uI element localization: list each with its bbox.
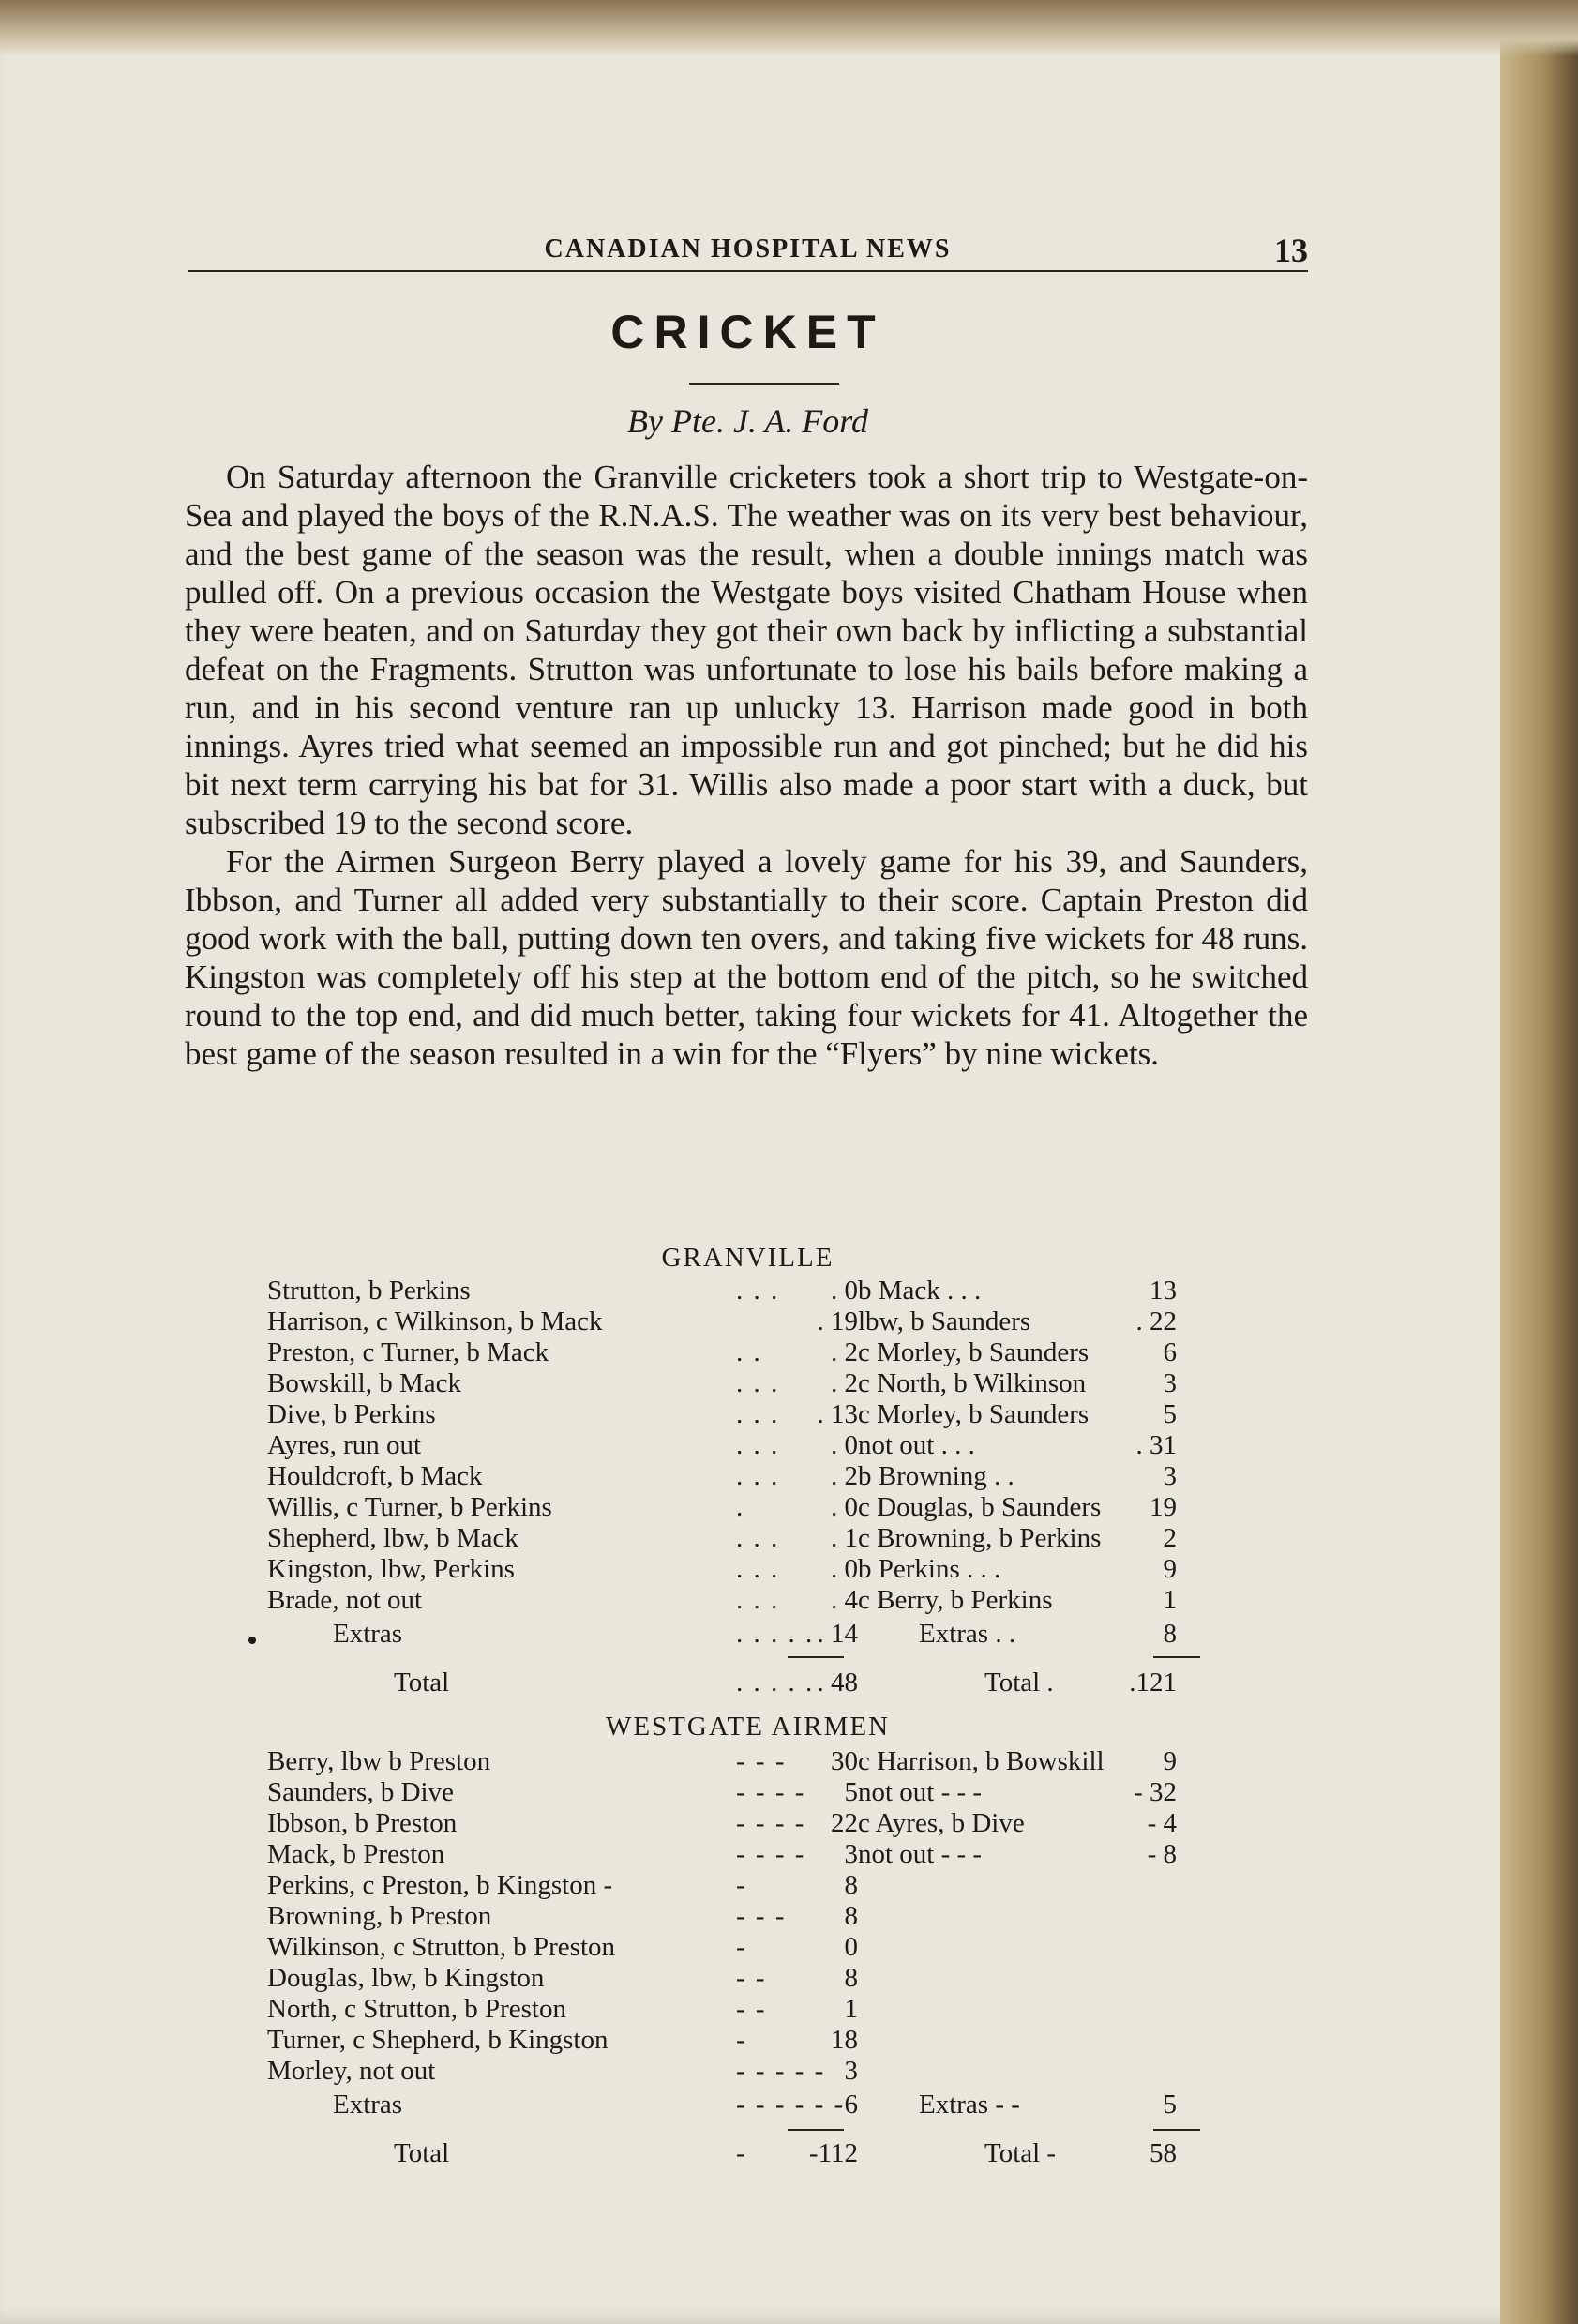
leader-dots: - - - - - - [736,2090,846,2120]
total-label-second: Total - [984,2138,1057,2168]
total-row [267,2138,1214,2169]
page-top-edge [0,0,1578,56]
article-body [185,458,1308,1073]
second-innings-runs: 5 [1163,1399,1177,1429]
extras-runs: 6 [844,2090,858,2120]
first-innings-runs: 8 [844,1963,858,1993]
extras-label: Extras [333,1619,403,1649]
second-innings-dismissal: not out . . . [858,1430,975,1460]
batsman-row [267,1932,1214,1963]
page-edge [1500,0,1578,2324]
batsman-row [267,1839,1214,1870]
first-innings-runs: 30 [831,1746,858,1776]
sum-rule [1153,2129,1200,2131]
batsman-row [267,1554,1214,1585]
batsman-row [267,1777,1214,1808]
batsman-dismissal: Willis, c Turner, b Perkins [267,1492,552,1522]
second-innings-runs: . 31 [1135,1430,1177,1460]
first-innings-runs: . 0 [831,1492,858,1522]
first-innings-runs: 8 [844,1870,858,1900]
leader-dots: . . . [736,1523,780,1553]
batsman-dismissal: Morley, not out [267,2056,436,2086]
batsman-dismissal: Saunders, b Dive [267,1777,454,1807]
first-innings-runs: 1 [844,1994,858,2024]
leader-dots: . . . [736,1461,780,1491]
batsman-row [267,1275,1214,1306]
batsman-dismissal: Preston, c Turner, b Mack [267,1337,549,1367]
batsman-dismissal: Kingston, lbw, Perkins [267,1554,515,1584]
total-runs: -112 [808,2138,858,2168]
second-innings-dismissal: b Browning . . [858,1461,1014,1491]
first-innings-runs: . 0 [831,1275,858,1305]
batsman-dismissal: Bowskill, b Mack [267,1368,462,1398]
second-innings-dismissal: b Perkins . . . [858,1554,1001,1584]
second-innings-dismissal: not out - - - [858,1839,983,1869]
leader-dots: - - - - [736,1808,806,1838]
batsman-row [267,1306,1214,1337]
byline: By Pte. J. A. Ford [627,402,868,440]
total-label-second: Total . [984,1668,1054,1698]
first-innings-runs: . 2 [831,1337,858,1367]
batsman-dismissal: Turner, c Shepherd, b Kingston [267,2025,609,2055]
leader-dots: . . . [736,1554,780,1584]
second-innings-dismissal: not out - - - [858,1777,983,1807]
second-innings-dismissal: c Browning, b Perkins [858,1523,1102,1553]
batsman-row [267,2056,1214,2087]
batsman-dismissal: Ibbson, b Preston [267,1808,458,1838]
first-innings-runs: 8 [844,1901,858,1931]
batsman-dismissal: Wilkinson, c Strutton, b Preston [267,1932,615,1962]
batsman-dismissal: Browning, b Preston [267,1901,492,1931]
sum-rule [1153,1656,1200,1658]
sum-rule [788,1656,844,1658]
extras-row [267,1619,1214,1650]
batsman-dismissal: Perkins, c Preston, b Kingston - [267,1870,613,1900]
first-innings-runs: . 4 [831,1585,858,1615]
granville-heading: GRANVILLE [661,1243,834,1273]
publication-title: CANADIAN HOSPITAL NEWS [544,234,952,264]
page-number: 13 [1274,232,1308,269]
leader-dots: - - [736,1963,767,1993]
batsman-row [267,1523,1214,1554]
batsman-dismissal: Brade, not out [267,1585,423,1615]
batsman-row [267,2025,1214,2056]
total-runs: . 48 [817,1668,858,1698]
first-innings-runs: . 0 [831,1430,858,1460]
leader-dots: . . [736,1337,762,1367]
first-innings-runs: 0 [844,1932,858,1962]
leader-dots: . . . [736,1275,780,1305]
leader-dots: . . . [736,1368,780,1398]
batsman-row [267,1492,1214,1523]
batsman-dismissal: Berry, lbw b Preston [267,1746,491,1776]
first-innings-runs: 5 [844,1777,858,1807]
total-label: Total [394,1668,450,1698]
first-innings-runs: 22 [831,1808,858,1838]
batsman-row [267,1746,1214,1777]
batsman-row [267,1963,1214,1994]
extras-label-second: Extras . . [919,1619,1016,1649]
first-innings-runs: 3 [844,2056,858,2086]
batsman-row [267,1901,1214,1932]
batsman-dismissal: Harrison, c Wilkinson, b Mack [267,1306,603,1336]
first-innings-runs: . 19 [817,1306,858,1336]
batsman-row [267,1368,1214,1399]
article-title: CRICKET [610,306,885,358]
second-innings-runs: 13 [1150,1275,1177,1305]
first-innings-runs: . 2 [831,1461,858,1491]
second-innings-dismissal: c Harrison, b Bowskill [858,1746,1105,1776]
second-innings-dismissal: c North, b Wilkinson [858,1368,1087,1398]
second-innings-runs: 9 [1163,1554,1177,1584]
first-innings-runs: . 1 [831,1523,858,1553]
batsman-row [267,1870,1214,1901]
leader-dots: . . . [736,1585,780,1615]
total-row [267,1668,1214,1698]
batsman-row [267,1808,1214,1839]
batsman-row [267,1430,1214,1461]
extras-label-second: Extras - - [919,2090,1020,2120]
second-innings-dismissal: lbw, b Saunders [858,1306,1031,1336]
first-innings-runs: . 0 [831,1554,858,1584]
extras-row [267,2090,1214,2120]
leader-dots: . . . [736,1399,780,1429]
leader-dots: - [736,1870,747,1900]
second-innings-dismissal: c Morley, b Saunders [858,1399,1090,1429]
leader-dots: - - [736,1994,767,2024]
leader-dots: . . . . . [736,1668,815,1698]
second-innings-runs: - 8 [1147,1839,1177,1869]
title-rule [689,383,839,385]
second-innings-runs: - 32 [1134,1777,1177,1807]
second-innings-runs: 3 [1163,1461,1177,1491]
batsman-row [267,1994,1214,2025]
extras-runs: . 14 [817,1619,858,1649]
leader-dots: . [736,1492,745,1522]
extras-label: Extras [333,2090,403,2120]
batsman-dismissal: Douglas, lbw, b Kingston [267,1963,545,1993]
extras-runs-second: 8 [1163,1619,1177,1649]
second-innings-dismissal: b Mack . . . [858,1275,982,1305]
total-runs-second: .121 [1129,1668,1177,1698]
batsman-dismissal: Dive, b Perkins [267,1399,436,1429]
batsman-dismissal: Houldcroft, b Mack [267,1461,483,1491]
total-runs-second: 58 [1150,2138,1177,2168]
second-innings-dismissal: c Berry, b Perkins [858,1585,1053,1615]
first-innings-runs: 3 [844,1839,858,1869]
second-innings-dismissal: c Ayres, b Dive [858,1808,1025,1838]
leader-dots: - - - [736,1746,787,1776]
batsman-dismissal: Ayres, run out [267,1430,422,1460]
leader-dots: . . . . . [736,1619,815,1649]
batsman-row [267,1461,1214,1492]
paragraph: For the Airmen Surgeon Berry played a lovely game for his 39, and Saunders, Ibbson, and Turner all added very substantially to their score. Captain Preston did good work with the ball, putting down ten overs, and taking five wickets for 48 runs. Kingston was completely off his step at the bottom end of the pitch, so he switched round to the top end, and did much better, taking four wickets for 41. Altogether the best game of the season resulted in a win for the “Flyers” by nine wickets. [185,843,1308,1072]
extras-runs-second: 5 [1163,2090,1177,2120]
bullet-mark [248,1637,256,1644]
westgate-heading: WESTGATE AIRMEN [605,1712,891,1742]
sum-rule [788,2129,844,2131]
total-label: Total [394,2138,450,2168]
second-innings-runs: . 22 [1135,1306,1177,1336]
first-innings-runs: . 2 [831,1368,858,1398]
batsman-dismissal: Strutton, b Perkins [267,1275,471,1305]
first-innings-runs: 18 [831,2025,858,2055]
second-innings-runs: 6 [1163,1337,1177,1367]
paragraph: On Saturday afternoon the Granville cricketers took a short trip to Westgate-on-Sea and played the boys of the R.N.A.S. The weather was on its very best behaviour, and the best game of the season was the result, when a double innings match was pulled off. On a previous occasion the Westgate boys visited Chatham House when they were beaten, and on Saturday they got their own back by inflicting a substantial defeat on the Fragments. Strutton was unfortunate to lose his bails before making a run, and in his second venture ran up unlucky 13. Harrison made good in both innings. Ayres tried what seemed an impossible run and got pinched; but he did his bit next term carrying his bat for 31. Willis also made a poor start with a duck, but subscribed 19 to the second score. [185,459,1308,841]
leader-dots: - - - [736,1901,787,1931]
second-innings-runs: - 4 [1147,1808,1177,1838]
second-innings-dismissal: c Douglas, b Saunders [858,1492,1102,1522]
leader-dots: - [736,1932,747,1962]
leader-dots: - - - - [736,1839,806,1869]
batsman-dismissal: Mack, b Preston [267,1839,445,1869]
second-innings-runs: 3 [1163,1368,1177,1398]
header-rule [188,270,1308,272]
first-innings-runs: . 13 [817,1399,858,1429]
batsman-dismissal: North, c Strutton, b Preston [267,1994,566,2024]
leader-dots: - [736,2025,747,2055]
batsman-row [267,1399,1214,1430]
running-header [188,223,1308,270]
batsman-row [267,1585,1214,1616]
second-innings-runs: 2 [1163,1523,1177,1553]
second-innings-dismissal: c Morley, b Saunders [858,1337,1090,1367]
batsman-row [267,1337,1214,1368]
leader-dots: - - - - [736,1777,806,1807]
leader-dots: - - - - - [736,2056,826,2086]
leader-dots: . . . [736,1430,780,1460]
leader-dots: - [736,2138,747,2168]
second-innings-runs: 9 [1163,1746,1177,1776]
batsman-dismissal: Shepherd, lbw, b Mack [267,1523,518,1553]
second-innings-runs: 1 [1163,1585,1177,1615]
second-innings-runs: 19 [1150,1492,1177,1522]
